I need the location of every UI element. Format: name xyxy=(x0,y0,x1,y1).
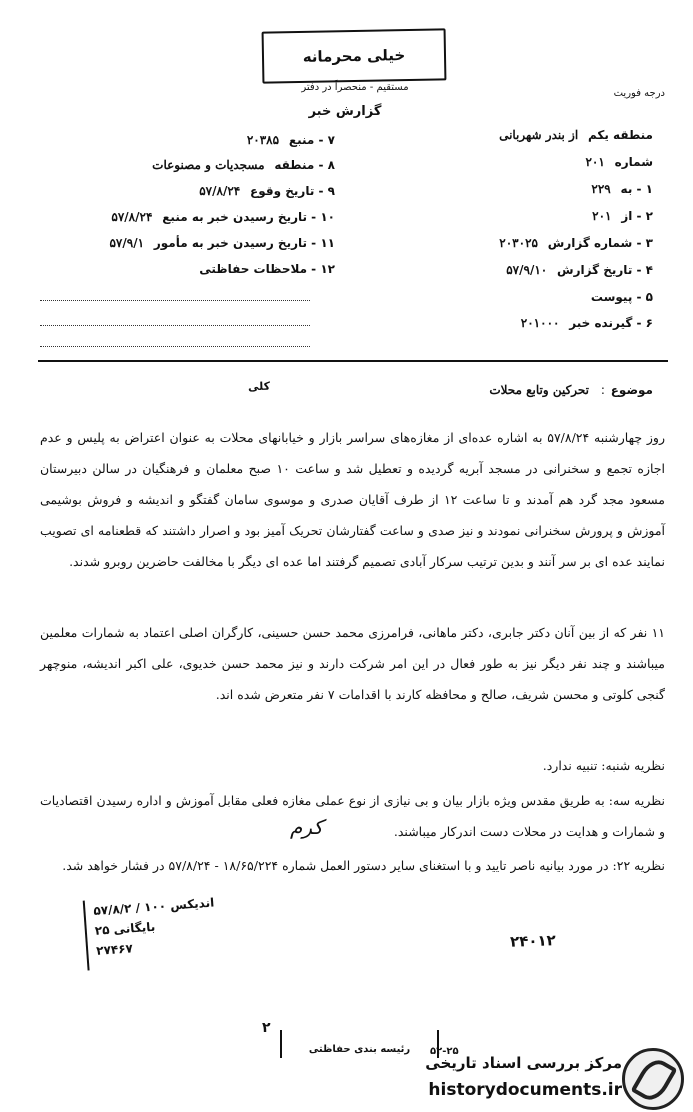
archive-stamp xyxy=(83,891,220,970)
watermark-url: historydocuments.ir xyxy=(428,1080,622,1100)
field-to xyxy=(383,182,653,196)
body-paragraph: ۱۱ نفر که از بین آنان دکتر جابری، دکتر ماهانی، فرامرزی محمد حسن حسینی، کارگران اصلی اعتماد به شمارات معلمین میباشند و چند نفر دیگر نیز به طور فعال در این امر شرکت دارند و نیز محمد حسن خدیوی، علی اکبر اندیشه، منوچهر گنجی کلوتی و محسن شریف، صالح و محافظه کارند با اقدامات ۷ نفر متعرض شده اند. xyxy=(40,625,665,702)
field-label: ۵ - پیوست xyxy=(590,290,653,304)
report-title: گزارش خبر xyxy=(308,104,382,119)
field-value: ۵۷/۸/۲۴ xyxy=(111,210,153,224)
note-paragraph: نظریه ۲۲: در مورد بیانیه ناصر تایید و با استغنای سایر دستور العمل شماره ۱۸/۶۵/۲۲۴ - ۵۷/۸/۲۴ در فشار خواهد شد. xyxy=(62,858,665,873)
field-event-date xyxy=(30,184,335,198)
field-value: ۲۰۱ xyxy=(592,209,612,223)
field-attachment xyxy=(383,290,653,304)
field-value: ۲۰۳۸۵ xyxy=(246,133,280,147)
field-label: شماره xyxy=(614,155,653,169)
stamp-subtitle: مستقیم - منحصراً در دفتر xyxy=(301,82,409,93)
field-label: ۶ - گیرنده خبر xyxy=(569,316,653,330)
subject-label: موضوع xyxy=(610,383,653,397)
field-label: ۱۱ - تاریخ رسیدن خبر به مأمور xyxy=(153,236,335,250)
blank-line xyxy=(40,300,310,301)
subject-line: موضوع : تحرکین وتابع محلات xyxy=(489,383,653,397)
footer-stamp-text: رئیسه بندی حفاظتی xyxy=(308,1044,411,1055)
field-label: منطقه یکم xyxy=(587,128,653,142)
margin-note: کلی xyxy=(247,379,271,394)
watermark-title: مرکز بررسی اسناد تاریخی xyxy=(425,1054,622,1072)
archive-logo-icon xyxy=(622,1048,684,1110)
field-value: مسجدیات و مصنوعات xyxy=(152,158,265,172)
field-value: ۲۰۱۰۰۰ xyxy=(520,316,560,330)
archive-stamp-line: ۲۷۴۶۷ xyxy=(95,941,134,958)
field-value: ۵۷/۹/۱ xyxy=(109,236,145,250)
classification-stamp xyxy=(262,28,447,83)
field-value: از بندر شهربانی xyxy=(499,128,579,142)
field-report-date xyxy=(383,263,653,277)
field-agent-date xyxy=(30,236,335,250)
field-security-notes xyxy=(30,262,335,276)
field-from xyxy=(383,209,653,223)
field-number xyxy=(383,155,653,169)
field-label: ۴ - تاریخ گزارش xyxy=(557,263,653,277)
field-area xyxy=(30,158,335,172)
field-label: ۱ - به xyxy=(620,182,653,196)
header-separator xyxy=(38,360,668,362)
field-label: ۹ - تاریخ وقوع xyxy=(250,184,335,198)
signature: کرم xyxy=(290,815,323,839)
field-value: ۵۷/۸/۲۴ xyxy=(199,184,241,198)
field-value: ۲۰۳۰۲۵ xyxy=(499,236,538,250)
field-source xyxy=(30,133,335,147)
classification-stamp-text: خیلی محرمانه xyxy=(302,46,406,66)
field-value: ۵۷/۹/۱۰ xyxy=(506,263,548,277)
urgency-label: درجه فوریت xyxy=(613,88,665,99)
page-number: ۵۲-۲۵ xyxy=(430,1046,459,1057)
field-label: ۱۰ - تاریخ رسیدن خبر به منبع xyxy=(162,210,335,224)
field-label: ۸ - منطقه xyxy=(274,158,335,172)
field-label: ۱۲ - ملاحظات حفاظتی xyxy=(199,262,335,276)
field-label: ۷ - منبع xyxy=(288,133,335,147)
field-receiver xyxy=(383,316,653,330)
field-source-date xyxy=(30,210,335,224)
field-region xyxy=(383,128,653,142)
field-label: ۳ - شماره گزارش xyxy=(547,236,653,250)
body-paragraph: نظریه شنبه: تنبیه ندارد. xyxy=(542,758,665,773)
archive-stamp-line: اندیکس ۱۰۰ / ۵۷/۸/۲ xyxy=(92,895,215,918)
archive-stamp-line: بایگانی ۲۵ xyxy=(94,919,156,938)
archive-number: ۲۴۰۱۲ xyxy=(509,931,557,951)
field-value: ۲۰۱ xyxy=(585,155,605,169)
subject-value: تحرکین وتابع محلات xyxy=(489,383,590,397)
note-paragraph: نظریه سه: به طریق مقدس ویژه بازار بیان و بی نیازی از نوع عملی مغازه فعلی مقابل آموزش و اداره رسیدن اقتصادیات و شمارات و هدایت در محلات دست اندرکار میباشند. xyxy=(40,793,665,839)
body-paragraph: روز چهارشنبه ۵۷/۸/۲۴ به اشاره عده‌ای از مغازه‌های سراسر بازار و خیابانهای محلات به عنوان اعتراض به پلیس و عدم اجازه تجمع و سخنرانی در مسجد آبریه گردیده و تعطیل شد و ساعت ۱۰ صبح معلمان و فرهنگیان در سالن دبیرستان مسعود مجد گرد هم آمدند و تا ساعت ۱۲ از طرف آقایان صدری و موسوی سامان گفتگو و اندیشه و فروش بوشیمی آموزش و پرورش سخنرانی نمودند و نیز صدی و ساعت گفتارشان تحریک آمیز بود و اصرار داشتند که قطعنامه ای تصویب نمایند عده ای بر سر آنند و بدین ترتیب سرکار آبادی تصمیم گرفتند اما عده ای دیگر با مخالفت حاضرین روبرو شدند. xyxy=(40,430,665,569)
blank-line xyxy=(40,325,310,326)
watermark xyxy=(400,1040,690,1110)
footer-initials: ۲ xyxy=(262,1020,271,1036)
field-report-number xyxy=(383,236,653,250)
field-value: ۲۲۹ xyxy=(591,182,611,196)
field-label: ۲ - از xyxy=(621,209,653,223)
blank-line xyxy=(40,346,310,347)
